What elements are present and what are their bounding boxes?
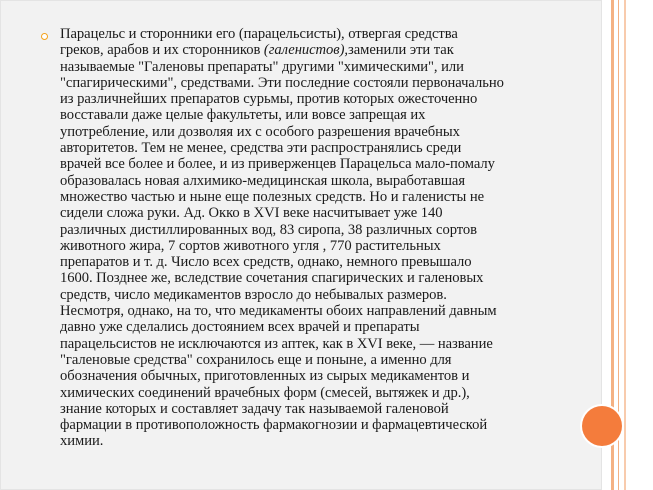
text-line: обозначения обычных, приготовленных из сырых медикаментов и bbox=[60, 368, 470, 385]
bullet-icon bbox=[41, 33, 48, 40]
text-line: врачей все более и более, и из приверженцев Парацельса мало-помалу bbox=[60, 156, 495, 173]
decorative-circle bbox=[582, 406, 622, 446]
text-line: называемые "Галеновы препараты" другими "химическими", или bbox=[60, 58, 464, 75]
text-line: средств, число медикаментов взросло до небывалых размеров. bbox=[60, 286, 447, 303]
italic-term: (галенистов), bbox=[263, 42, 348, 59]
text-segment: греков, арабов и их сторонников bbox=[60, 42, 264, 59]
text-line: восставали даже целые факультеты, или вовсе запрещая их bbox=[60, 107, 426, 124]
text-line: химии. bbox=[60, 433, 104, 450]
text-line: фармации в противоположность фармакогнозии и фармацевтической bbox=[60, 417, 488, 434]
text-segment: заменили эти так bbox=[348, 42, 454, 59]
text-line: Несмотря, однако, на то, что медикаменты обоих направлений давным bbox=[60, 303, 497, 320]
text-line: различных дистиллированных вод, 83 сиропа, 38 различных сортов bbox=[60, 221, 477, 238]
text-line: давно уже сделались достоянием всех врачей и препараты bbox=[60, 319, 420, 336]
text-line: знание которых и составляет задачу так называемой галеновой bbox=[60, 400, 449, 417]
text-line: 1600. Позднее же, вследствие сочетания спагирических и галеновых bbox=[60, 270, 484, 287]
text-line: употребление, или дозволяя их с особого разрешения врачебных bbox=[60, 123, 460, 140]
text-line bbox=[60, 42, 567, 58]
text-line: сидели сложа руки. Ад. Окко в XVI веке насчитывает уже 140 bbox=[60, 205, 443, 222]
text-line: образовалась новая алхимико-медицинская школа, выработавшая bbox=[60, 172, 466, 189]
text-line: множество частью и ныне еще полезных средств. Но и галенисты не bbox=[60, 188, 485, 205]
text-line: препаратов и т. д. Число всех средств, однако, немного превышало bbox=[60, 254, 472, 271]
text-line: химических соединений врачебных форм (смесей, вытяжек и др.), bbox=[60, 384, 470, 401]
text-line: авторитетов. Тем не менее, средства эти распространялись среди bbox=[60, 140, 462, 157]
body-text bbox=[60, 26, 567, 450]
text-line: животного жира, 7 сортов животного угля , 770 растительных bbox=[60, 237, 441, 254]
decorative-line bbox=[624, 0, 626, 490]
text-line: "галеновые средства" сохранилось еще и поныне, а именно для bbox=[60, 351, 452, 368]
text-line: из различнейших препаратов сурьмы, против которых ожесточенно bbox=[60, 91, 478, 108]
text-line: "спагирическими", средствами. Эти последние состояли первоначально bbox=[60, 74, 504, 91]
text-line: Парацельс и сторонники его (парацельсисты), отвергая средства bbox=[60, 26, 458, 42]
text-line: парацельсистов не исключаются из аптек, как в XVI веке, — название bbox=[60, 335, 493, 352]
